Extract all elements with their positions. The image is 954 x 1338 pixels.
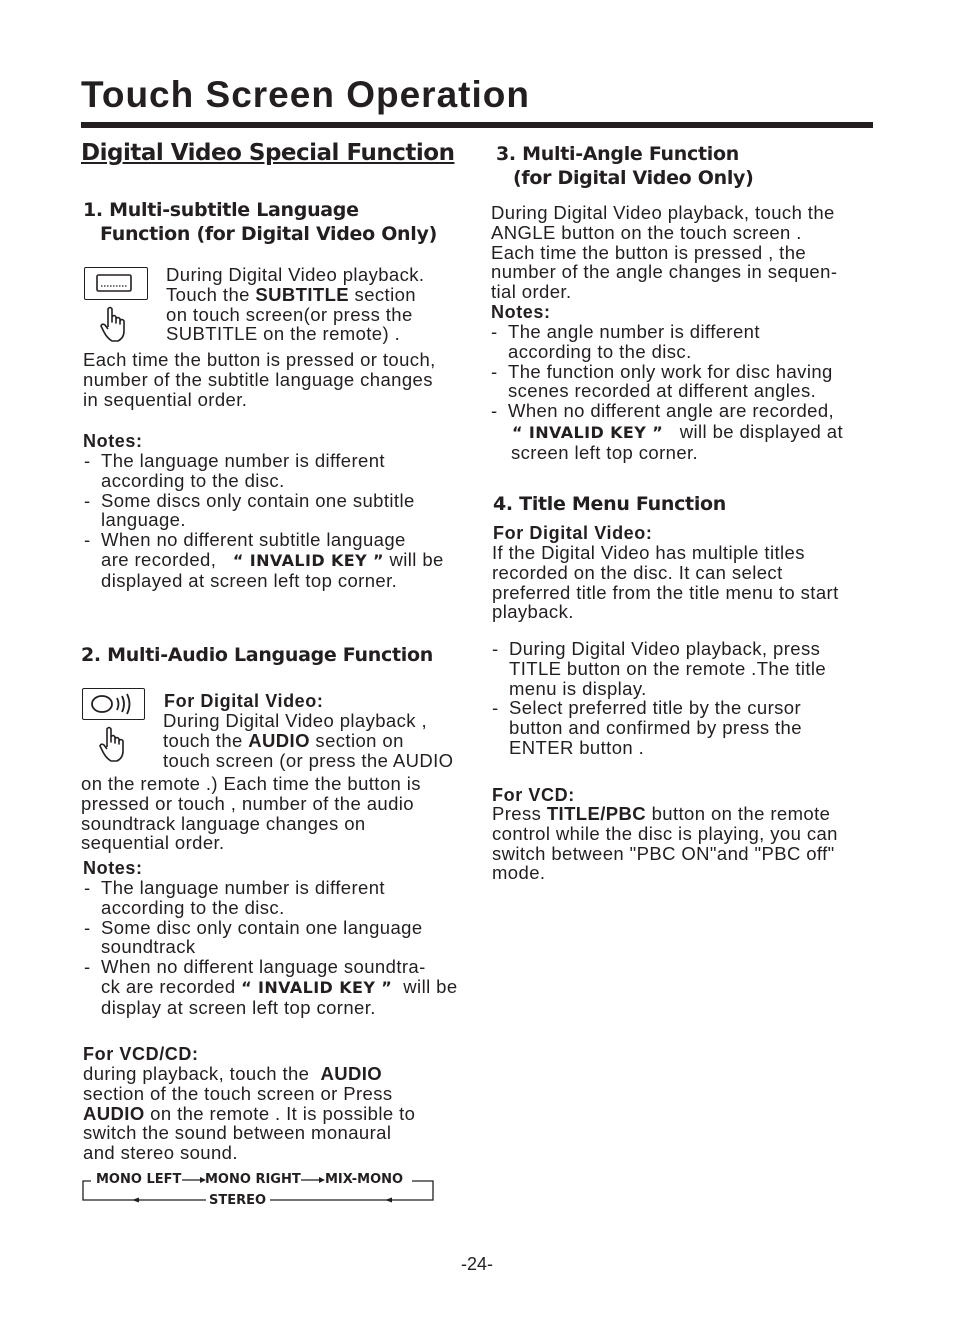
s1-notes-list (84, 451, 464, 591)
touch-hand-icon (98, 305, 130, 348)
audio-mode-flow (82, 1170, 436, 1206)
s1-intro-line: Touch the SUBTITLE section (166, 283, 416, 305)
s1-heading-line1: 1. Multi-subtitle Language (83, 199, 359, 221)
s4-heading: 4. Title Menu Function (493, 493, 727, 515)
list-item: - The function only work for disc having scenes recorded at different angles. (491, 360, 833, 402)
section-title: Digital Video Special Function (81, 140, 455, 166)
s2-vcd-body: during playback, touch the AUDIO section of the touch screen or Press AUDIO on the remote . It is possible to switch the sound between monaural and stereo sound. (83, 1063, 416, 1164)
s2-heading: 2. Multi-Audio Language Function (81, 644, 433, 666)
list-item: - Some discs only contain one subtitle language. (84, 489, 415, 531)
list-item: - The angle number is different according to the disc. (491, 321, 760, 362)
flow-mix-mono: MIX-MONO (325, 1172, 404, 1187)
s1-intro-line: During Digital Video playback. (166, 264, 425, 285)
list-item: - When no different language soundtra- ck are recorded “ INVALID KEY ” will be display at screen left top corner. (84, 956, 458, 1018)
list-item: - The language number is different according to the disc. (84, 450, 385, 491)
s4-body: If the Digital Video has multiple titles recorded on the disc. It can select preferred title from the title menu to start playback. (492, 542, 839, 623)
touch-hand-icon (97, 725, 129, 768)
s2-notes-label: Notes: (83, 858, 143, 878)
s1-intro (166, 265, 424, 344)
invalid-key-label: “ INVALID KEY ” (241, 977, 393, 997)
s1-body: Each time the button is pressed or touch, number of the subtitle language changes in sequential order. (83, 349, 436, 410)
flow-mono-left: MONO LEFT (96, 1172, 182, 1187)
s1-heading (83, 198, 437, 246)
s2-notes-list (84, 878, 469, 1018)
s1-intro-line: SUBTITLE on the remote) . (166, 323, 401, 345)
s3-notes-list (491, 322, 871, 463)
s4-steps-list (492, 639, 872, 758)
page-number: -24- (460, 1254, 493, 1274)
s3-heading: 3. Multi-Angle Function (for Digital Video Only) (496, 143, 754, 189)
s2-body: on the remote .) Each time the button is pressed or touch , number of the audio soundtrack language changes on sequential order. (81, 773, 421, 854)
s1-heading-line2: Function (for Digital Video Only) (100, 223, 437, 245)
header-rule (81, 122, 873, 128)
s3-body: During Digital Video playback, touch the ANGLE button on the touch screen . Each time the button is pressed , the number of the angle changes in sequen- tial order. (491, 202, 838, 303)
page-title: Touch Screen Operation (81, 74, 530, 115)
flow-stereo: STEREO (206, 1193, 269, 1208)
list-item: - The language number is different according to the disc. (84, 877, 385, 918)
s2-for-dv: For Digital Video: (164, 691, 324, 711)
s4-for-dv: For Digital Video: (493, 523, 653, 543)
s4-vcd-body: Press TITLE/PBC button on the remote control while the disc is playing, you can switch between "PBC ON"and "PBC off" mode. (492, 803, 838, 884)
audio-icon (82, 688, 145, 720)
s1-notes-label: Notes: (83, 431, 143, 451)
list-item: - When no different subtitle language are recorded, “ INVALID KEY ” will be displayed at screen left top corner. (84, 529, 444, 591)
s3-notes-label: Notes: (491, 302, 551, 322)
flow-mono-right: MONO RIGHT (205, 1172, 301, 1187)
list-item: - During Digital Video playback, press TITLE button on the remote .The title menu is display. (492, 638, 827, 699)
subtitle-icon (84, 267, 148, 300)
s1-intro-line: on touch screen(or press the (166, 303, 413, 325)
list-item: - When no different angle are recorded, “ INVALID KEY ” will be displayed at screen left top corner. (491, 400, 844, 463)
invalid-key-label: “ INVALID KEY ” (512, 422, 664, 442)
s4-vcd-label: For VCD: (492, 785, 575, 805)
list-item: - Some disc only contain one language soundtrack (84, 916, 423, 958)
invalid-key-label: “ INVALID KEY ” (232, 550, 384, 570)
s2-intro: During Digital Video playback , touch the AUDIO section on touch screen (or press the AUDIO (163, 710, 454, 771)
s2-vcd-label: For VCD/CD: (83, 1044, 199, 1064)
list-item: - Select preferred title by the cursor button and confirmed by press the ENTER button . (492, 697, 802, 758)
